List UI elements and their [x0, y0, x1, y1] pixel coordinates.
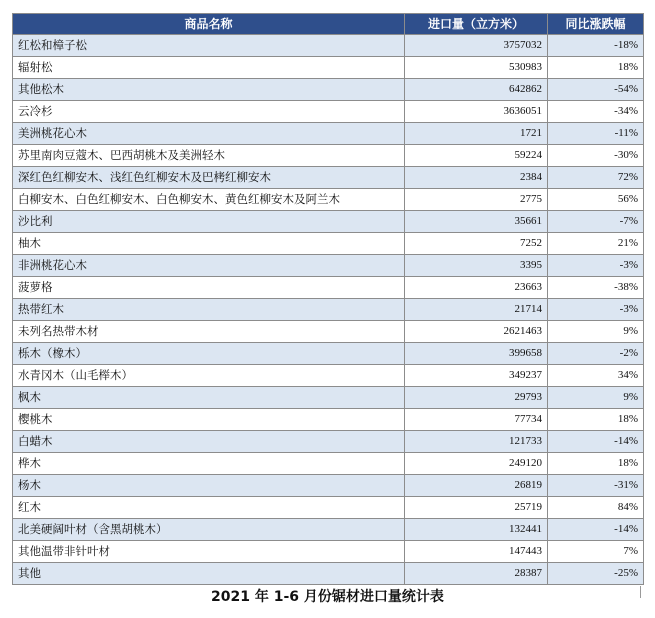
cell-import-volume: 23663: [405, 277, 548, 299]
cell-import-volume: 249120: [405, 453, 548, 475]
table-row: [13, 387, 644, 409]
cell-import-volume: 399658: [405, 343, 548, 365]
table-row: [13, 233, 644, 255]
cell-product-name: 柚木: [13, 233, 405, 255]
table-header-row: [13, 14, 644, 35]
cell-product-name: 深红色红柳安木、浅红色红柳安木及巴栲红柳安木: [13, 167, 405, 189]
cell-import-volume: 132441: [405, 519, 548, 541]
table-body: [13, 35, 644, 585]
cell-import-volume: 3757032: [405, 35, 548, 57]
table-row: [13, 145, 644, 167]
cell-product-name: 白柳安木、白色红柳安木、白色柳安木、黄色红柳安木及阿兰木: [13, 189, 405, 211]
cell-product-name: 北美硬阔叶材（含黑胡桃木）: [13, 519, 405, 541]
cell-import-volume: 21714: [405, 299, 548, 321]
cell-product-name: 未列名热带木材: [13, 321, 405, 343]
timber-import-table: [12, 13, 644, 585]
cell-import-volume: 349237: [405, 365, 548, 387]
cell-yoy-change: -3%: [548, 299, 644, 321]
cell-import-volume: 147443: [405, 541, 548, 563]
cell-yoy-change: 34%: [548, 365, 644, 387]
cell-yoy-change: -7%: [548, 211, 644, 233]
table-row: [13, 123, 644, 145]
cell-product-name: 辐射松: [13, 57, 405, 79]
cell-import-volume: 2775: [405, 189, 548, 211]
table-row: [13, 453, 644, 475]
table-row: [13, 365, 644, 387]
table-row: [13, 475, 644, 497]
table-row: [13, 431, 644, 453]
table-row: [13, 409, 644, 431]
cell-product-name: 红松和樟子松: [13, 35, 405, 57]
header-import-volume: 进口量（立方米）: [405, 14, 548, 35]
cell-product-name: 其他: [13, 563, 405, 585]
cell-yoy-change: 56%: [548, 189, 644, 211]
cell-import-volume: 59224: [405, 145, 548, 167]
cell-yoy-change: 21%: [548, 233, 644, 255]
cell-yoy-change: -34%: [548, 101, 644, 123]
cell-product-name: 白蜡木: [13, 431, 405, 453]
cell-import-volume: 121733: [405, 431, 548, 453]
table-row: [13, 519, 644, 541]
cell-yoy-change: 18%: [548, 409, 644, 431]
cell-yoy-change: -31%: [548, 475, 644, 497]
cell-import-volume: 77734: [405, 409, 548, 431]
cell-yoy-change: 84%: [548, 497, 644, 519]
table-row: [13, 563, 644, 585]
cell-yoy-change: 72%: [548, 167, 644, 189]
cell-yoy-change: -14%: [548, 519, 644, 541]
cell-import-volume: 2384: [405, 167, 548, 189]
cell-product-name: 枫木: [13, 387, 405, 409]
cell-import-volume: 642862: [405, 79, 548, 101]
cell-yoy-change: 9%: [548, 321, 644, 343]
cell-product-name: 菠萝格: [13, 277, 405, 299]
cell-import-volume: 3636051: [405, 101, 548, 123]
table-row: [13, 189, 644, 211]
cell-yoy-change: 18%: [548, 57, 644, 79]
page-edge-mark: [640, 586, 641, 598]
cell-yoy-change: 18%: [548, 453, 644, 475]
cell-yoy-change: -2%: [548, 343, 644, 365]
cell-product-name: 红木: [13, 497, 405, 519]
cell-yoy-change: 9%: [548, 387, 644, 409]
table-row: [13, 211, 644, 233]
header-product-name: 商品名称: [13, 14, 405, 35]
cell-import-volume: 29793: [405, 387, 548, 409]
table-row: [13, 299, 644, 321]
header-yoy-change: 同比涨跌幅: [548, 14, 644, 35]
cell-import-volume: 25719: [405, 497, 548, 519]
table-row: [13, 167, 644, 189]
cell-product-name: 沙比利: [13, 211, 405, 233]
cell-import-volume: 530983: [405, 57, 548, 79]
cell-product-name: 水青冈木（山毛榉木）: [13, 365, 405, 387]
cell-yoy-change: -11%: [548, 123, 644, 145]
table-row: [13, 101, 644, 123]
cell-yoy-change: -3%: [548, 255, 644, 277]
cell-product-name: 苏里南肉豆蔻木、巴西胡桃木及美洲轻木: [13, 145, 405, 167]
table-row: [13, 57, 644, 79]
table-row: [13, 35, 644, 57]
table-row: [13, 255, 644, 277]
cell-yoy-change: -38%: [548, 277, 644, 299]
import-table-container: [12, 13, 643, 585]
cell-product-name: 樱桃木: [13, 409, 405, 431]
cell-yoy-change: -30%: [548, 145, 644, 167]
table-row: [13, 497, 644, 519]
cell-product-name: 杨木: [13, 475, 405, 497]
cell-import-volume: 35661: [405, 211, 548, 233]
table-row: [13, 79, 644, 101]
cell-yoy-change: 7%: [548, 541, 644, 563]
cell-import-volume: 2621463: [405, 321, 548, 343]
cell-product-name: 其他松木: [13, 79, 405, 101]
cell-product-name: 非洲桃花心木: [13, 255, 405, 277]
cell-product-name: 栎木（橡木）: [13, 343, 405, 365]
table-row: [13, 541, 644, 563]
cell-yoy-change: -18%: [548, 35, 644, 57]
cell-import-volume: 7252: [405, 233, 548, 255]
table-caption: 2021 年 1-6 月份锯材进口量统计表: [211, 589, 444, 605]
cell-yoy-change: -54%: [548, 79, 644, 101]
cell-product-name: 热带红木: [13, 299, 405, 321]
cell-yoy-change: -14%: [548, 431, 644, 453]
cell-product-name: 美洲桃花心木: [13, 123, 405, 145]
cell-product-name: 其他温带非针叶材: [13, 541, 405, 563]
table-row: [13, 277, 644, 299]
table-row: [13, 321, 644, 343]
table-row: [13, 343, 644, 365]
cell-import-volume: 26819: [405, 475, 548, 497]
cell-product-name: 云冷杉: [13, 101, 405, 123]
cell-product-name: 桦木: [13, 453, 405, 475]
cell-yoy-change: -25%: [548, 563, 644, 585]
cell-import-volume: 28387: [405, 563, 548, 585]
cell-import-volume: 1721: [405, 123, 548, 145]
cell-import-volume: 3395: [405, 255, 548, 277]
